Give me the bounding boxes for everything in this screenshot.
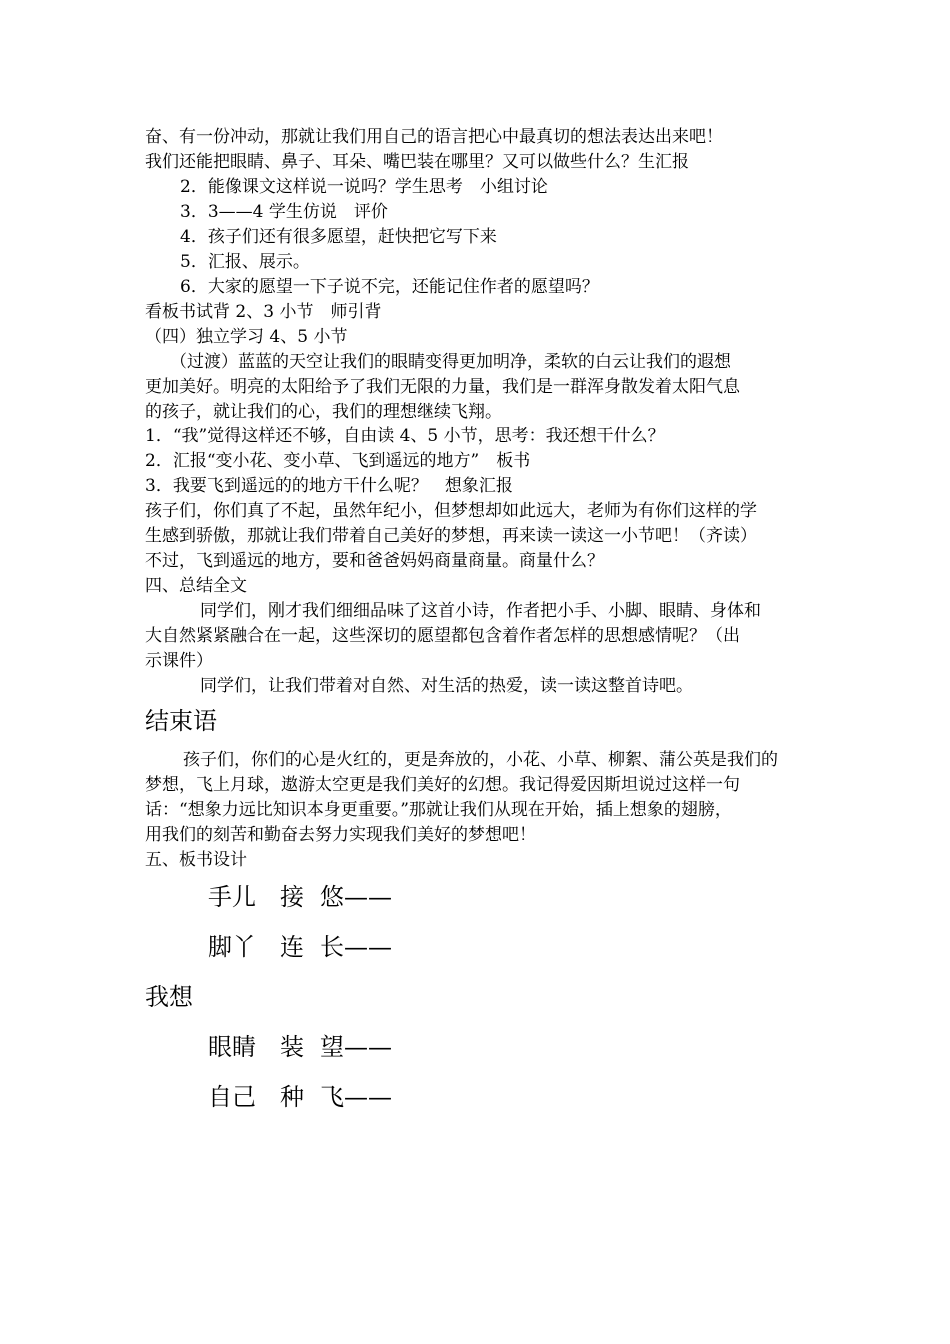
paragraph-line: 大自然紧紧融合在一起，这些深切的愿望都包含着作者怎样的思想感情呢？（出 (145, 626, 740, 646)
paragraph-line: 孩子们，你们的心是火红的，更是奔放的，小花、小草、柳絮、蒲公英是我们的 (183, 750, 778, 770)
board-verb: 接 (280, 883, 304, 911)
paragraph-line: 更加美好。明亮的太阳给予了我们无限的力量，我们是一群浑身散发着太阳气息 (145, 377, 740, 397)
section-title: （四）独立学习 4、5 小节 (145, 327, 348, 347)
board-row (208, 932, 392, 962)
board-verb: 连 (280, 933, 304, 961)
paragraph-line: 奋、有一份冲动，那就让我们用自己的语言把心中最真切的想法表达出来吧！ (145, 127, 723, 147)
closing-heading: 结束语 (145, 707, 217, 735)
board-verb: 种 (280, 1083, 304, 1111)
board-verb: 装 (280, 1033, 304, 1061)
board-row (208, 882, 392, 912)
board-center-label: 我想 (145, 983, 193, 1011)
section-title: 四、总结全文 (145, 576, 247, 596)
paragraph-line: 梦想，飞上月球，遨游太空更是我们美好的幻想。我记得爱因斯坦说过这样一句 (145, 775, 740, 795)
paragraph-line: 同学们，刚才我们细细品味了这首小诗，作者把小手、小脚、眼睛、身体和 (200, 601, 761, 621)
step-item: 5．汇报、展示。 (180, 252, 310, 272)
paragraph-line: 生感到骄傲，那就让我们带着自己美好的梦想，再来读一读这一小节吧！（齐读） (145, 526, 757, 546)
board-row (208, 1032, 392, 1062)
board-object: 长—— (320, 933, 392, 961)
recite-line: 看板书试背 2、3 小节 师引背 (145, 302, 382, 322)
board-part: 手儿 (208, 883, 256, 911)
board-object: 望—— (320, 1033, 392, 1061)
list-item: 2．汇报“变小花、变小草、飞到遥远的地方” 板书 (145, 451, 531, 471)
step-item: 3．3——4 学生仿说 评价 (180, 202, 388, 222)
paragraph-line: 不过，飞到遥远的地方，要和爸爸妈妈商量商量。商量什么？ (145, 551, 604, 571)
list-item: 3．我要飞到遥远的的地方干什么呢？ 想象汇报 (145, 476, 513, 496)
paragraph-line: 用我们的刻苦和勤奋去努力实现我们美好的梦想吧！ (145, 825, 536, 845)
list-item: 1．“我”觉得这样还不够，自由读 4、5 小节，思考：我还想干什么？ (145, 426, 665, 446)
board-object: 飞—— (320, 1083, 392, 1111)
paragraph-line: （过渡）蓝蓝的天空让我们的眼睛变得更加明净，柔软的白云让我们的遐想 (170, 352, 731, 372)
section-title: 五、板书设计 (145, 850, 247, 870)
step-item: 6．大家的愿望一下子说不完，还能记住作者的愿望吗？ (180, 277, 599, 297)
paragraph-line: 示课件） (145, 651, 213, 671)
board-part: 脚丫 (208, 933, 256, 961)
paragraph-line: 话：“想象力远比知识本身更重要。”那就让我们从现在开始，插上想象的翅膀， (145, 800, 732, 820)
step-item: 4．孩子们还有很多愿望，赶快把它写下来 (180, 227, 497, 247)
paragraph-line: 我们还能把眼睛、鼻子、耳朵、嘴巴装在哪里？又可以做些什么？生汇报 (145, 152, 689, 172)
paragraph-line: 同学们，让我们带着对自然、对生活的热爱，读一读这整首诗吧。 (200, 676, 693, 696)
paragraph-line: 的孩子，就让我们的心，我们的理想继续飞翔。 (145, 402, 502, 422)
paragraph-line: 孩子们，你们真了不起，虽然年纪小，但梦想却如此远大，老师为有你们这样的学 (145, 501, 757, 521)
board-row (208, 1082, 392, 1112)
board-object: 悠—— (320, 883, 392, 911)
step-item: 2．能像课文这样说一说吗？学生思考 小组讨论 (180, 177, 548, 197)
board-part: 眼睛 (208, 1033, 256, 1061)
board-part: 自己 (208, 1083, 256, 1111)
